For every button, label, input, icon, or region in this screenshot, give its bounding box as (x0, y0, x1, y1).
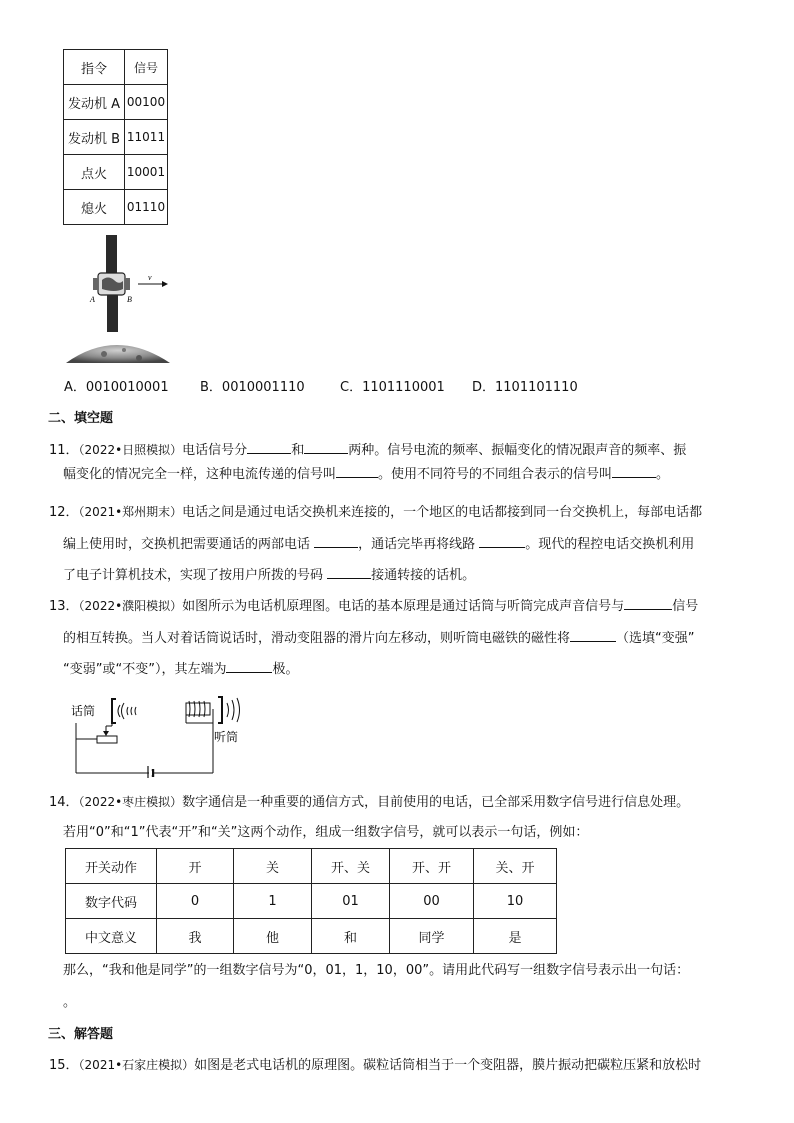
question-text: （选填“变强” (616, 631, 695, 646)
table-cell: 0 (157, 884, 234, 919)
question-14-line2: 若用“0”和“1”代表“开”和“关”这两个动作，组成一组数字信号，就可以表示一句话，例如： (63, 825, 589, 840)
satellite-figure (64, 232, 174, 364)
table-cell: 发动机 B (64, 120, 125, 155)
question-11-line1 (49, 439, 739, 461)
question-source: （2022•日照模拟） (78, 443, 183, 457)
question-text: 电话之间是通过电话交换机来连接的，一个地区的电话都接到同一台交换机上，每部电话都 (182, 505, 703, 520)
question-number: 11． (49, 443, 79, 458)
table-cell: 熄火 (64, 190, 125, 225)
section-title: 二、填空题 (48, 411, 114, 426)
section-title: 三、解答题 (48, 1027, 114, 1042)
label-a: A (90, 295, 95, 304)
answer-blank[interactable] (327, 564, 371, 579)
question-text: 接通转接的话机。 (371, 568, 476, 583)
question-text: 两种。信号电流的频率、振幅变化的情况跟声音的频率、振 (348, 443, 687, 458)
question-source: （2021•郑州期末） (78, 505, 183, 519)
question-text: 和 (291, 443, 305, 458)
table-cell: 关、开 (474, 849, 557, 884)
table-cell: 11011 (125, 120, 168, 155)
question-15-line1 (49, 1055, 739, 1076)
question-13-line1 (49, 595, 739, 617)
answer-blank[interactable] (570, 627, 616, 642)
table-cell: 00100 (125, 85, 168, 120)
question-text: 电话信号分 (182, 443, 248, 458)
question-number: 13． (49, 599, 79, 614)
solar-panel-lower (107, 295, 118, 332)
question-text: 。现代的程控电话交换机利用 (525, 537, 695, 552)
table-cell: 开、开 (390, 849, 474, 884)
question-text: 数字通信是一种重要的通信方式，目前使用的电话，已全部采用数字信号进行信息处理。 (182, 795, 690, 810)
question-text: “变弱”或“不变”），其左端为 (63, 662, 227, 677)
table-row (64, 190, 168, 225)
table-cell: 开 (157, 849, 234, 884)
question-number: 14． (49, 795, 79, 810)
question-text: ，通话完毕再将线路 (358, 537, 480, 552)
table-header-cell: 信号 (125, 50, 168, 85)
table-cell: 中文意义 (66, 919, 157, 954)
question-text: 极。 (272, 662, 299, 677)
table-row (64, 50, 168, 85)
option-a: A．0010010001 (64, 380, 169, 395)
question-14-line3: 那么，“我和他是同学”的一组数字信号为“0，01，1，10，00”。请用此代码写一组数字信号表示出一句话： (63, 963, 690, 978)
telephone-circuit-figure (68, 693, 258, 778)
moon-surface (66, 345, 170, 363)
question-14-line4: 。 (63, 995, 77, 1010)
question-source: （2022•枣庄模拟） (78, 795, 183, 809)
answer-blank[interactable] (226, 658, 272, 673)
table-row (64, 120, 168, 155)
option-c: C．1101110001 (340, 380, 445, 395)
answer-blank[interactable] (612, 463, 656, 478)
table-row (66, 849, 557, 884)
question-source: （2022•濮阳模拟） (78, 599, 183, 613)
table-cell: 发动机 A (64, 85, 125, 120)
question-number: 15． (49, 1058, 79, 1073)
question-text: 如图所示为电话机原理图。电话的基本原理是通过话筒与听筒完成声音信号与 (182, 599, 625, 614)
label-b: B (127, 295, 132, 304)
label-v: v (148, 273, 152, 282)
table-cell: 开关动作 (66, 849, 157, 884)
table-cell: 关 (234, 849, 312, 884)
table-row (66, 884, 557, 919)
rheostat (97, 736, 117, 743)
earpiece-diaphragm (218, 697, 222, 723)
question-text: 信号 (672, 599, 699, 614)
question-12-line2 (63, 533, 753, 555)
option-b: B．0010001110 (200, 380, 305, 395)
earpiece-label: 听筒 (214, 730, 239, 744)
table-row (66, 919, 557, 954)
question-text: 编上使用时，交换机把需要通话的两部电话 (63, 537, 315, 552)
table-cell: 是 (474, 919, 557, 954)
table-cell: 01 (312, 884, 390, 919)
question-14-line1 (49, 792, 739, 813)
table-cell: 开、关 (312, 849, 390, 884)
table-cell: 点火 (64, 155, 125, 190)
question-text: 的相互转换。当人对着话筒说话时，滑动变阻器的滑片向左移动，则听筒电磁铁的磁性将 (63, 631, 571, 646)
solar-panel-upper (106, 235, 117, 273)
question-text: 。使用不同符号的不同组合表示的信号叫 (378, 467, 613, 482)
answer-blank[interactable] (314, 533, 358, 548)
table-row (64, 155, 168, 190)
table-cell: 同学 (390, 919, 474, 954)
table-row (64, 85, 168, 120)
mic-label: 话筒 (71, 704, 96, 718)
question-text: 。 (656, 467, 670, 482)
question-text: 幅变化的情况完全一样，这种电流传递的信号叫 (63, 467, 337, 482)
answer-blank[interactable] (336, 463, 378, 478)
table-header-cell: 指令 (64, 50, 125, 85)
table-cell: 我 (157, 919, 234, 954)
command-table (63, 49, 168, 225)
mic-diaphragm (112, 699, 116, 723)
table-cell: 10 (474, 884, 557, 919)
answer-blank[interactable] (479, 533, 525, 548)
question-text: 了电子计算机技术，实现了按用户所拨的号码 (63, 568, 328, 583)
answer-blank[interactable] (247, 439, 291, 454)
option-d: D．1101101110 (472, 380, 578, 395)
digital-code-table (65, 848, 557, 954)
table-cell: 01110 (125, 190, 168, 225)
table-cell: 00 (390, 884, 474, 919)
question-12-line3 (63, 564, 753, 586)
table-cell: 他 (234, 919, 312, 954)
table-cell: 10001 (125, 155, 168, 190)
table-cell: 和 (312, 919, 390, 954)
question-13-line2 (63, 627, 753, 649)
question-13-line3 (63, 658, 753, 680)
question-11-line2 (63, 463, 753, 485)
answer-blank[interactable] (304, 439, 348, 454)
question-text: 如图是老式电话机的原理图。碳粒话筒相当于一个变阻器，膜片振动把碳粒压紧和放松时 (194, 1058, 702, 1073)
question-number: 12． (49, 505, 79, 520)
table-cell: 数字代码 (66, 884, 157, 919)
answer-blank[interactable] (624, 595, 672, 610)
question-source: （2021•石家庄模拟） (78, 1058, 195, 1072)
question-12-line1 (49, 502, 739, 523)
table-cell: 1 (234, 884, 312, 919)
